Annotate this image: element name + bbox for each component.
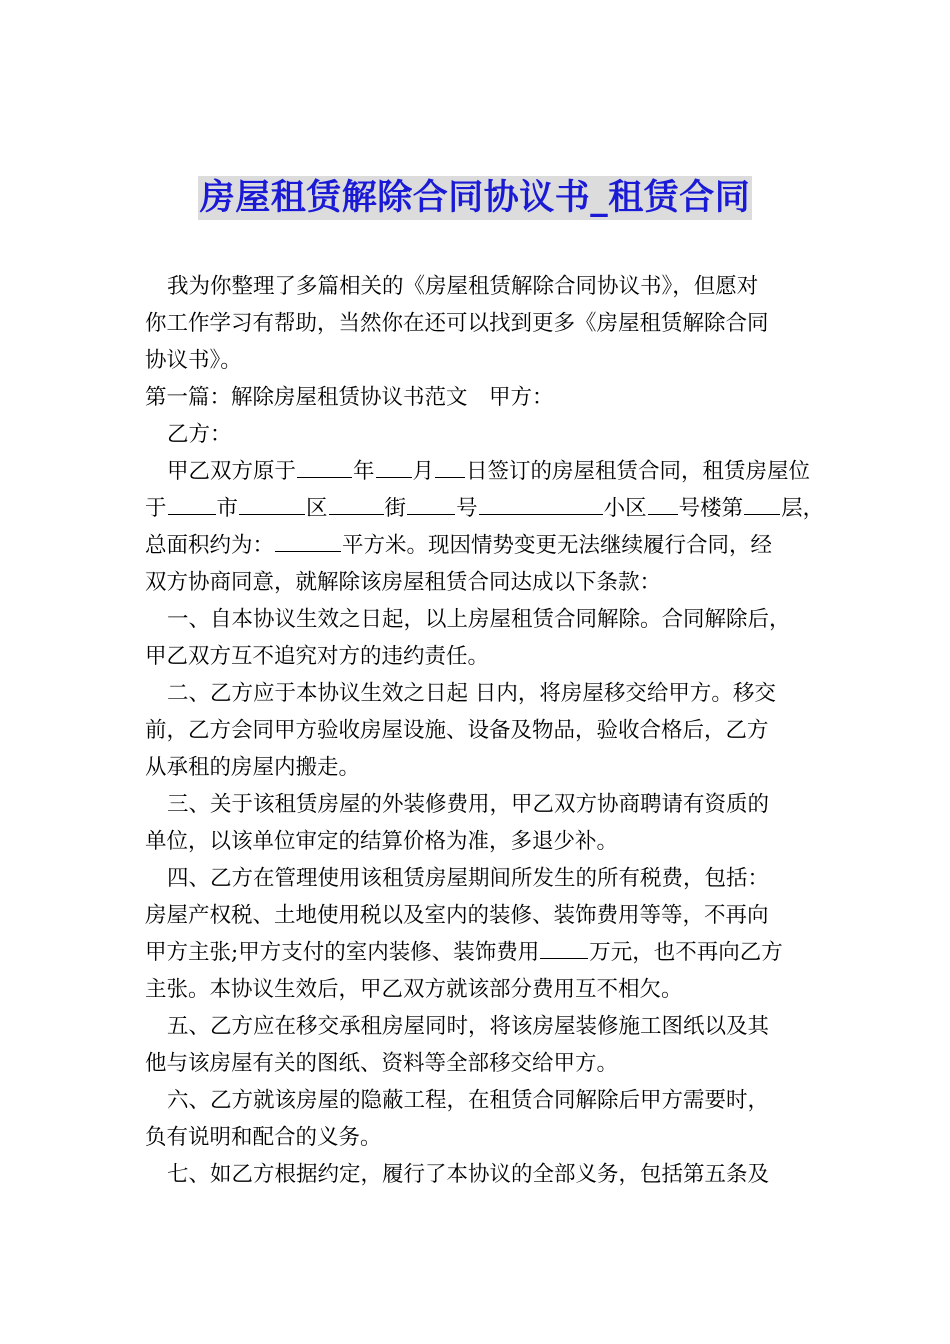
text-segment: 小区 [603,496,647,521]
intro-line-2: 你工作学习有帮助，当然你在还可以找到更多《房屋租赁解除合同 [145,311,769,336]
party-b-label: 乙方： [167,422,232,447]
clause-2-line-3: 从承租的房屋内搬走。 [145,755,361,780]
clause-3-line-2: 单位，以该单位审定的结算价格为准，多退少补。 [145,829,619,854]
blank-building [648,496,678,515]
blank-community [479,496,603,515]
clause-4-line-4: 主张。本协议生效后，甲乙双方就该部分费用互不相欠。 [145,977,683,1002]
text-segment: 号楼第 [678,496,744,521]
clause-1-line-2: 甲乙双方互不追究对方的违约责任。 [145,644,490,669]
clause-6-line-1: 六、乙方就该房屋的隐蔽工程，在租赁合同解除后甲方需要时， [167,1088,770,1113]
clause-7-line-1: 七、如乙方根据约定，履行了本协议的全部义务，包括第五条及 [167,1162,770,1187]
blank-city [168,496,216,515]
text-segment: 甲乙双方原于 [167,459,297,484]
section-heading: 第一篇：解除房屋租赁协议书范文 甲方： [145,385,554,410]
blank-area [275,533,341,552]
blank-day [435,459,465,478]
clause-3-line-1: 三、关于该租赁房屋的外装修费用，甲乙双方协商聘请有资质的 [167,792,770,817]
text-segment: 日签订的房屋租赁合同，租赁房屋位 [466,459,811,484]
document-body [145,268,825,1193]
address-line [145,490,825,527]
clause-4-line-2: 房屋产权税、土地使用税以及室内的装修、装饰费用等等，不再向 [145,903,769,928]
text-segment: 总面积约为： [145,533,275,558]
clause-4-line-3 [145,934,813,971]
agreement-line: 双方协商同意，就解除该房屋租赁合同达成以下条款： [145,570,662,595]
date-signed-line [145,453,813,490]
clause-5-line-1: 五、乙方应在移交承租房屋同时，将该房屋装修施工图纸以及其 [167,1014,770,1039]
text-segment: 年 [353,459,375,484]
blank-street [329,496,384,515]
clause-2-line-1: 二、乙方应于本协议生效之日起 日内，将房屋移交给甲方。移交 [167,681,776,706]
blank-floor [744,496,780,515]
intro-line-1: 我为你整理了多篇相关的《房屋租赁解除合同协议书》，但愿对 [167,274,759,299]
text-segment: 月 [412,459,435,484]
text-segment: 层， [781,496,825,521]
blank-year [297,459,352,478]
text-segment: 区 [306,496,328,521]
text-segment: 市 [216,496,239,521]
title-container [0,176,950,220]
blank-district [239,496,305,515]
text-segment: 街 [384,496,407,521]
clause-6-line-2: 负有说明和配合的义务。 [145,1125,382,1150]
area-line [145,527,813,564]
clause-4-line-1: 四、乙方在管理使用该租赁房屋期间所发生的所有税费，包括： [167,866,770,891]
blank-amount [540,940,588,959]
blank-number [407,496,455,515]
blank-month [376,459,412,478]
text-segment: 平方米。现因情势变更无法继续履行合同，经 [342,533,773,558]
clause-1-line-1: 一、自本协议生效之日起，以上房屋租赁合同解除。合同解除后， [167,607,791,632]
clause-5-line-2: 他与该房屋有关的图纸、资料等全部移交给甲方。 [145,1051,619,1076]
intro-line-3: 协议书》。 [145,348,242,373]
document-title: 房屋租赁解除合同协议书_租赁合同 [199,178,751,218]
text-segment: 于 [145,496,167,521]
clause-2-line-2: 前，乙方会同甲方验收房屋设施、设备及物品，验收合格后，乙方 [145,718,769,743]
text-segment: 号 [456,496,478,521]
text-segment: 万元，也不再向乙方 [589,940,783,965]
text-segment: 甲方主张;甲方支付的室内装修、装饰费用 [145,940,540,965]
